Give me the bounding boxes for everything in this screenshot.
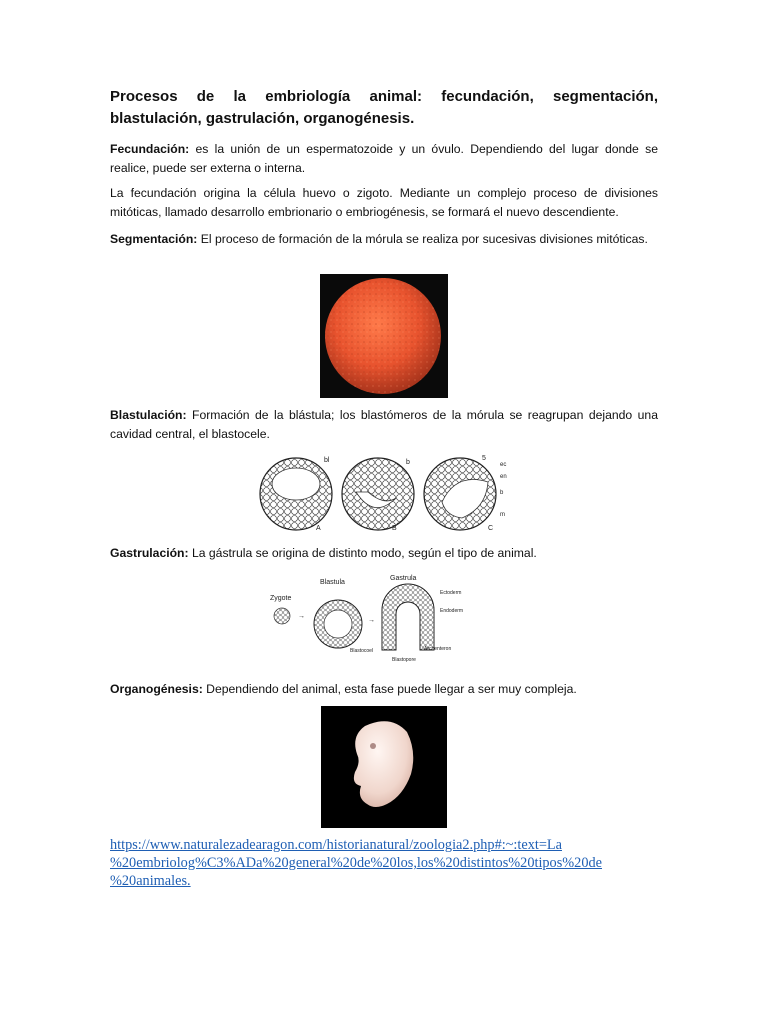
paragraph-blastulacion	[110, 406, 658, 443]
text-blastulacion: Formación de la blástula; los blastómeros de la mórula se reagrupan dejando una cavidad central, el blastocele.	[110, 408, 658, 441]
arrow-1: →	[298, 613, 305, 620]
document-title: Procesos de la embriología animal: fecundación, segmentación, blastulación, gastrulación, organogénesis.	[110, 88, 658, 127]
label-en: en	[500, 474, 507, 480]
label-ec: ec	[500, 462, 507, 468]
label-b1: b	[406, 459, 410, 466]
label-endoderm: Endoderm	[440, 608, 464, 614]
label-ectoderm: Ectoderm	[440, 590, 462, 596]
label-blastocoel: Blastocoel	[350, 648, 374, 654]
gastrula-diagram	[268, 570, 494, 664]
label-bl: bl	[324, 457, 330, 464]
label-zygote: Zygote	[270, 595, 292, 602]
label-b-upper: B	[392, 525, 397, 532]
term-blastulacion: Blastulación:	[110, 408, 187, 422]
term-organogenesis: Organogénesis:	[110, 682, 203, 696]
label-gastrula: Gastrula	[390, 575, 417, 582]
label-blastula: Blastula	[320, 579, 345, 586]
text-organogenesis: Dependiendo del animal, esta fase puede llegar a ser muy compleja.	[202, 682, 577, 696]
text-gastrulacion: La gástrula se origina de distinto modo, según el tipo de animal.	[188, 546, 537, 560]
term-fecundacion: Fecundación:	[110, 142, 190, 156]
link-line-1: https://www.naturalezadearagon.com/historianatural/zoologia2.php#:~:text=La	[110, 837, 562, 853]
text-fecundacion: es la unión de un espermatozoide y un óvulo. Dependiendo del lugar donde se realice, puede ser externa o interna.	[110, 142, 658, 175]
morula-image	[320, 274, 448, 398]
arrow-2: →	[368, 617, 375, 624]
label-c: C	[488, 525, 494, 532]
label-a: A	[316, 525, 321, 532]
paragraph-segmentacion	[110, 230, 658, 249]
term-gastrulacion: Gastrulación:	[110, 546, 189, 560]
paragraph-gastrulacion	[110, 544, 658, 563]
paragraph-fecundacion	[110, 140, 658, 177]
paragraph-zigoto	[110, 184, 658, 221]
term-segmentacion: Segmentación:	[110, 232, 198, 246]
embryo-image	[321, 706, 447, 828]
label-archenteron: Archenteron	[424, 646, 452, 652]
label-b2: b	[500, 490, 504, 496]
link-trailing: .	[187, 873, 191, 889]
link-line-2: %20embriolog%C3%ADa%20general%20de%20los,los%20distintos%20tipos%20de	[110, 855, 602, 871]
label-5: 5	[482, 455, 486, 462]
paragraph-organogenesis	[110, 680, 658, 699]
link-line-3: %20animales	[110, 873, 188, 889]
blastula-diagram	[256, 452, 512, 532]
text-zigoto: La fecundación origina la célula huevo o zigoto. Mediante un complejo proceso de divisiones mitóticas, llamado desarrollo embrionario o embriogénesis, se formará el nuevo descendiente.	[110, 186, 658, 219]
text-segmentacion: El proceso de formación de la mórula se realiza por sucesivas divisiones mitóticas.	[197, 232, 648, 246]
source-link[interactable]	[110, 836, 670, 890]
label-blastopore: Blastopore	[392, 657, 416, 663]
label-m: m	[500, 512, 505, 518]
